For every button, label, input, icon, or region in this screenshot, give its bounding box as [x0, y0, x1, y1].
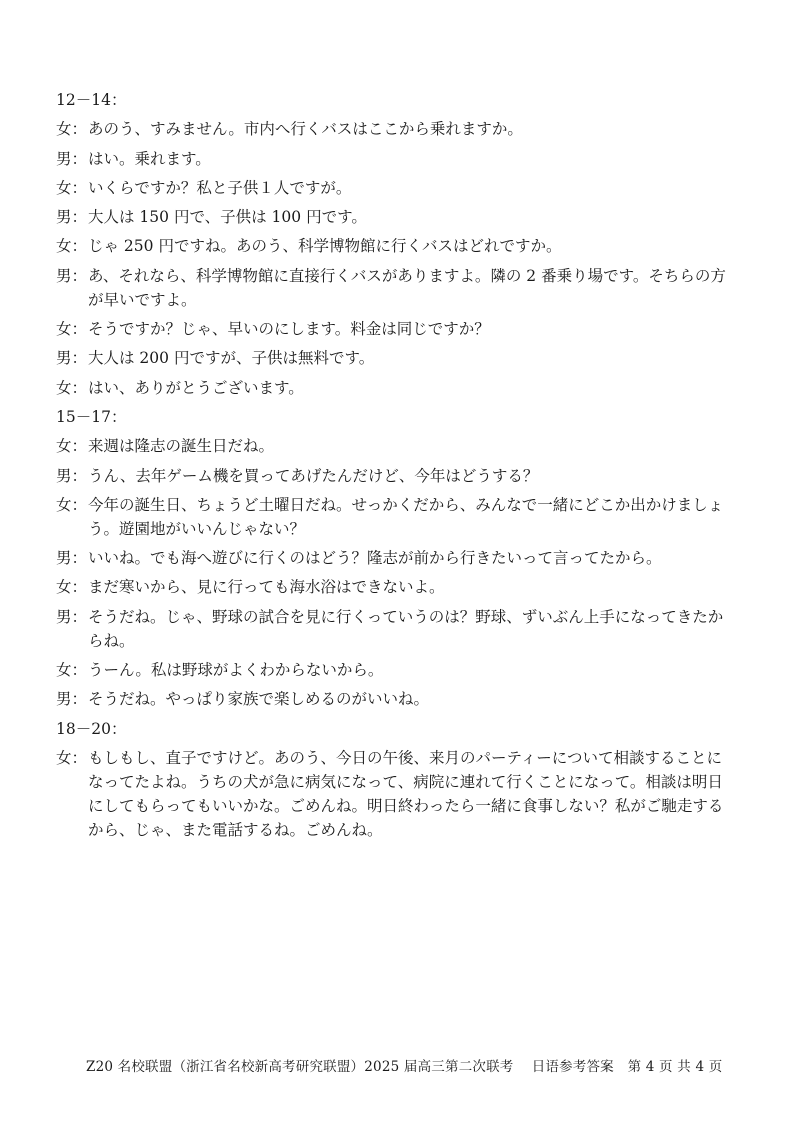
- dialogue-text: じゃ 250 円ですね。あのう、科学博物館に行くバスはどれですか。: [88, 237, 562, 256]
- dialogue-text: 大人は 200 円ですが、子供は無料です。: [88, 349, 375, 368]
- dialogue-text: あ、それなら、科学博物館に直接行くバスがありますよ。隣の 2 番乗り場です。そちらの方 が早いですよ。: [88, 266, 726, 309]
- dialogue-line: [56, 264, 756, 312]
- dialogue-line: [56, 658, 756, 682]
- dialogue-text: はい、ありがとうございます。: [88, 378, 304, 397]
- speaker-label: 男：: [56, 466, 88, 485]
- dialogue-text: そうだね。じゃ、野球の試合を見に行くっていうのは？野球、ずいぶん上手になってきたか らね。: [88, 607, 724, 650]
- speaker-label: 女：: [56, 495, 88, 514]
- dialogue-text: うん、去年ゲーム機を買ってあげたんだけど、今年はどうする？: [88, 466, 539, 485]
- dialogue-text: もしもし、直子ですけど。あのう、今日の午後、来月のパーティーについて相談することに なってたよね。うちの犬が急に病気になって、病院に連れて行くことになって。相談は明日 にしてもらってもいいかな。ごめんね。明日終わったら一緒に食事しない？私がご馳走する から、じゃ、また電話するね。ごめんね。: [88, 748, 724, 839]
- transcript: [56, 88, 756, 847]
- dialogue-line: [56, 546, 756, 570]
- speaker-label: 女：: [56, 748, 88, 767]
- dialogue-text: まだ寒いから、見に行っても海水浴はできないよ。: [88, 578, 445, 597]
- speaker-label: 女：: [56, 120, 88, 139]
- dialogue-line: [56, 346, 756, 370]
- dialogue-line: [56, 434, 756, 458]
- speaker-label: 女：: [56, 320, 88, 339]
- dialogue-text: 今年の誕生日、ちょうど土曜日だね。せっかくだから、みんなで一緒にどこか出かけましょ う。遊園地がいいんじゃない？: [88, 495, 724, 538]
- dialogue-line: [56, 687, 756, 711]
- dialogue-text: あのう、すみません。市内へ行くバスはここから乗れますか。: [88, 120, 523, 139]
- speaker-label: 女：: [56, 378, 88, 397]
- speaker-label: 男：: [56, 607, 88, 626]
- dialogue-text: いいね。でも海へ遊びに行くのはどう？隆志が前から行きたいって言ってたから。: [88, 549, 662, 568]
- dialogue-line: [56, 205, 756, 229]
- speaker-label: 男：: [56, 549, 88, 568]
- dialogue-text: そうですか？じゃ、早いのにします。料金は同じですか？: [88, 320, 490, 339]
- section-heading: 15－17：: [56, 407, 127, 426]
- dialogue-line: [56, 575, 756, 599]
- dialogue-text: 来週は隆志の誕生日だね。: [88, 437, 275, 456]
- speaker-label: 男：: [56, 149, 88, 168]
- section-heading: 12－14：: [56, 91, 127, 109]
- dialogue-text: 大人は 150 円で、子供は 100 円です。: [88, 208, 367, 227]
- speaker-label: 男：: [56, 349, 88, 368]
- dialogue-text: はい。乗れます。: [88, 149, 211, 168]
- speaker-label: 女：: [56, 437, 88, 456]
- speaker-label: 男：: [56, 690, 88, 709]
- dialogue-text: そうだね。やっぱり家族で楽しめるのがいいね。: [88, 690, 430, 709]
- dialogue-line: [56, 317, 756, 341]
- speaker-label: 女：: [56, 178, 88, 197]
- dialogue-line: [56, 117, 756, 141]
- dialogue-text: いくらですか？私と子供１人ですが。: [88, 178, 352, 197]
- speaker-label: 女：: [56, 237, 88, 256]
- dialogue-line: [56, 234, 756, 258]
- page-footer: Z20 名校联盟（浙江省名校新高考研究联盟）2025 届高三第二次联考 日语参考答案 第 4 页 共 4 页: [86, 1059, 723, 1075]
- dialogue-line: [56, 147, 756, 171]
- speaker-label: 女：: [56, 578, 88, 597]
- section-heading: 18－20：: [56, 719, 127, 738]
- speaker-label: 女：: [56, 661, 88, 680]
- speaker-label: 男：: [56, 208, 88, 227]
- dialogue-line: [56, 176, 756, 200]
- dialogue-line: [56, 376, 756, 400]
- speaker-label: 男：: [56, 266, 88, 285]
- dialogue-line: [56, 493, 756, 541]
- dialogue-line: [56, 464, 756, 488]
- dialogue-text: うーん。私は野球がよくわからないから。: [88, 661, 384, 680]
- dialogue-line: [56, 746, 756, 842]
- dialogue-line: [56, 605, 756, 653]
